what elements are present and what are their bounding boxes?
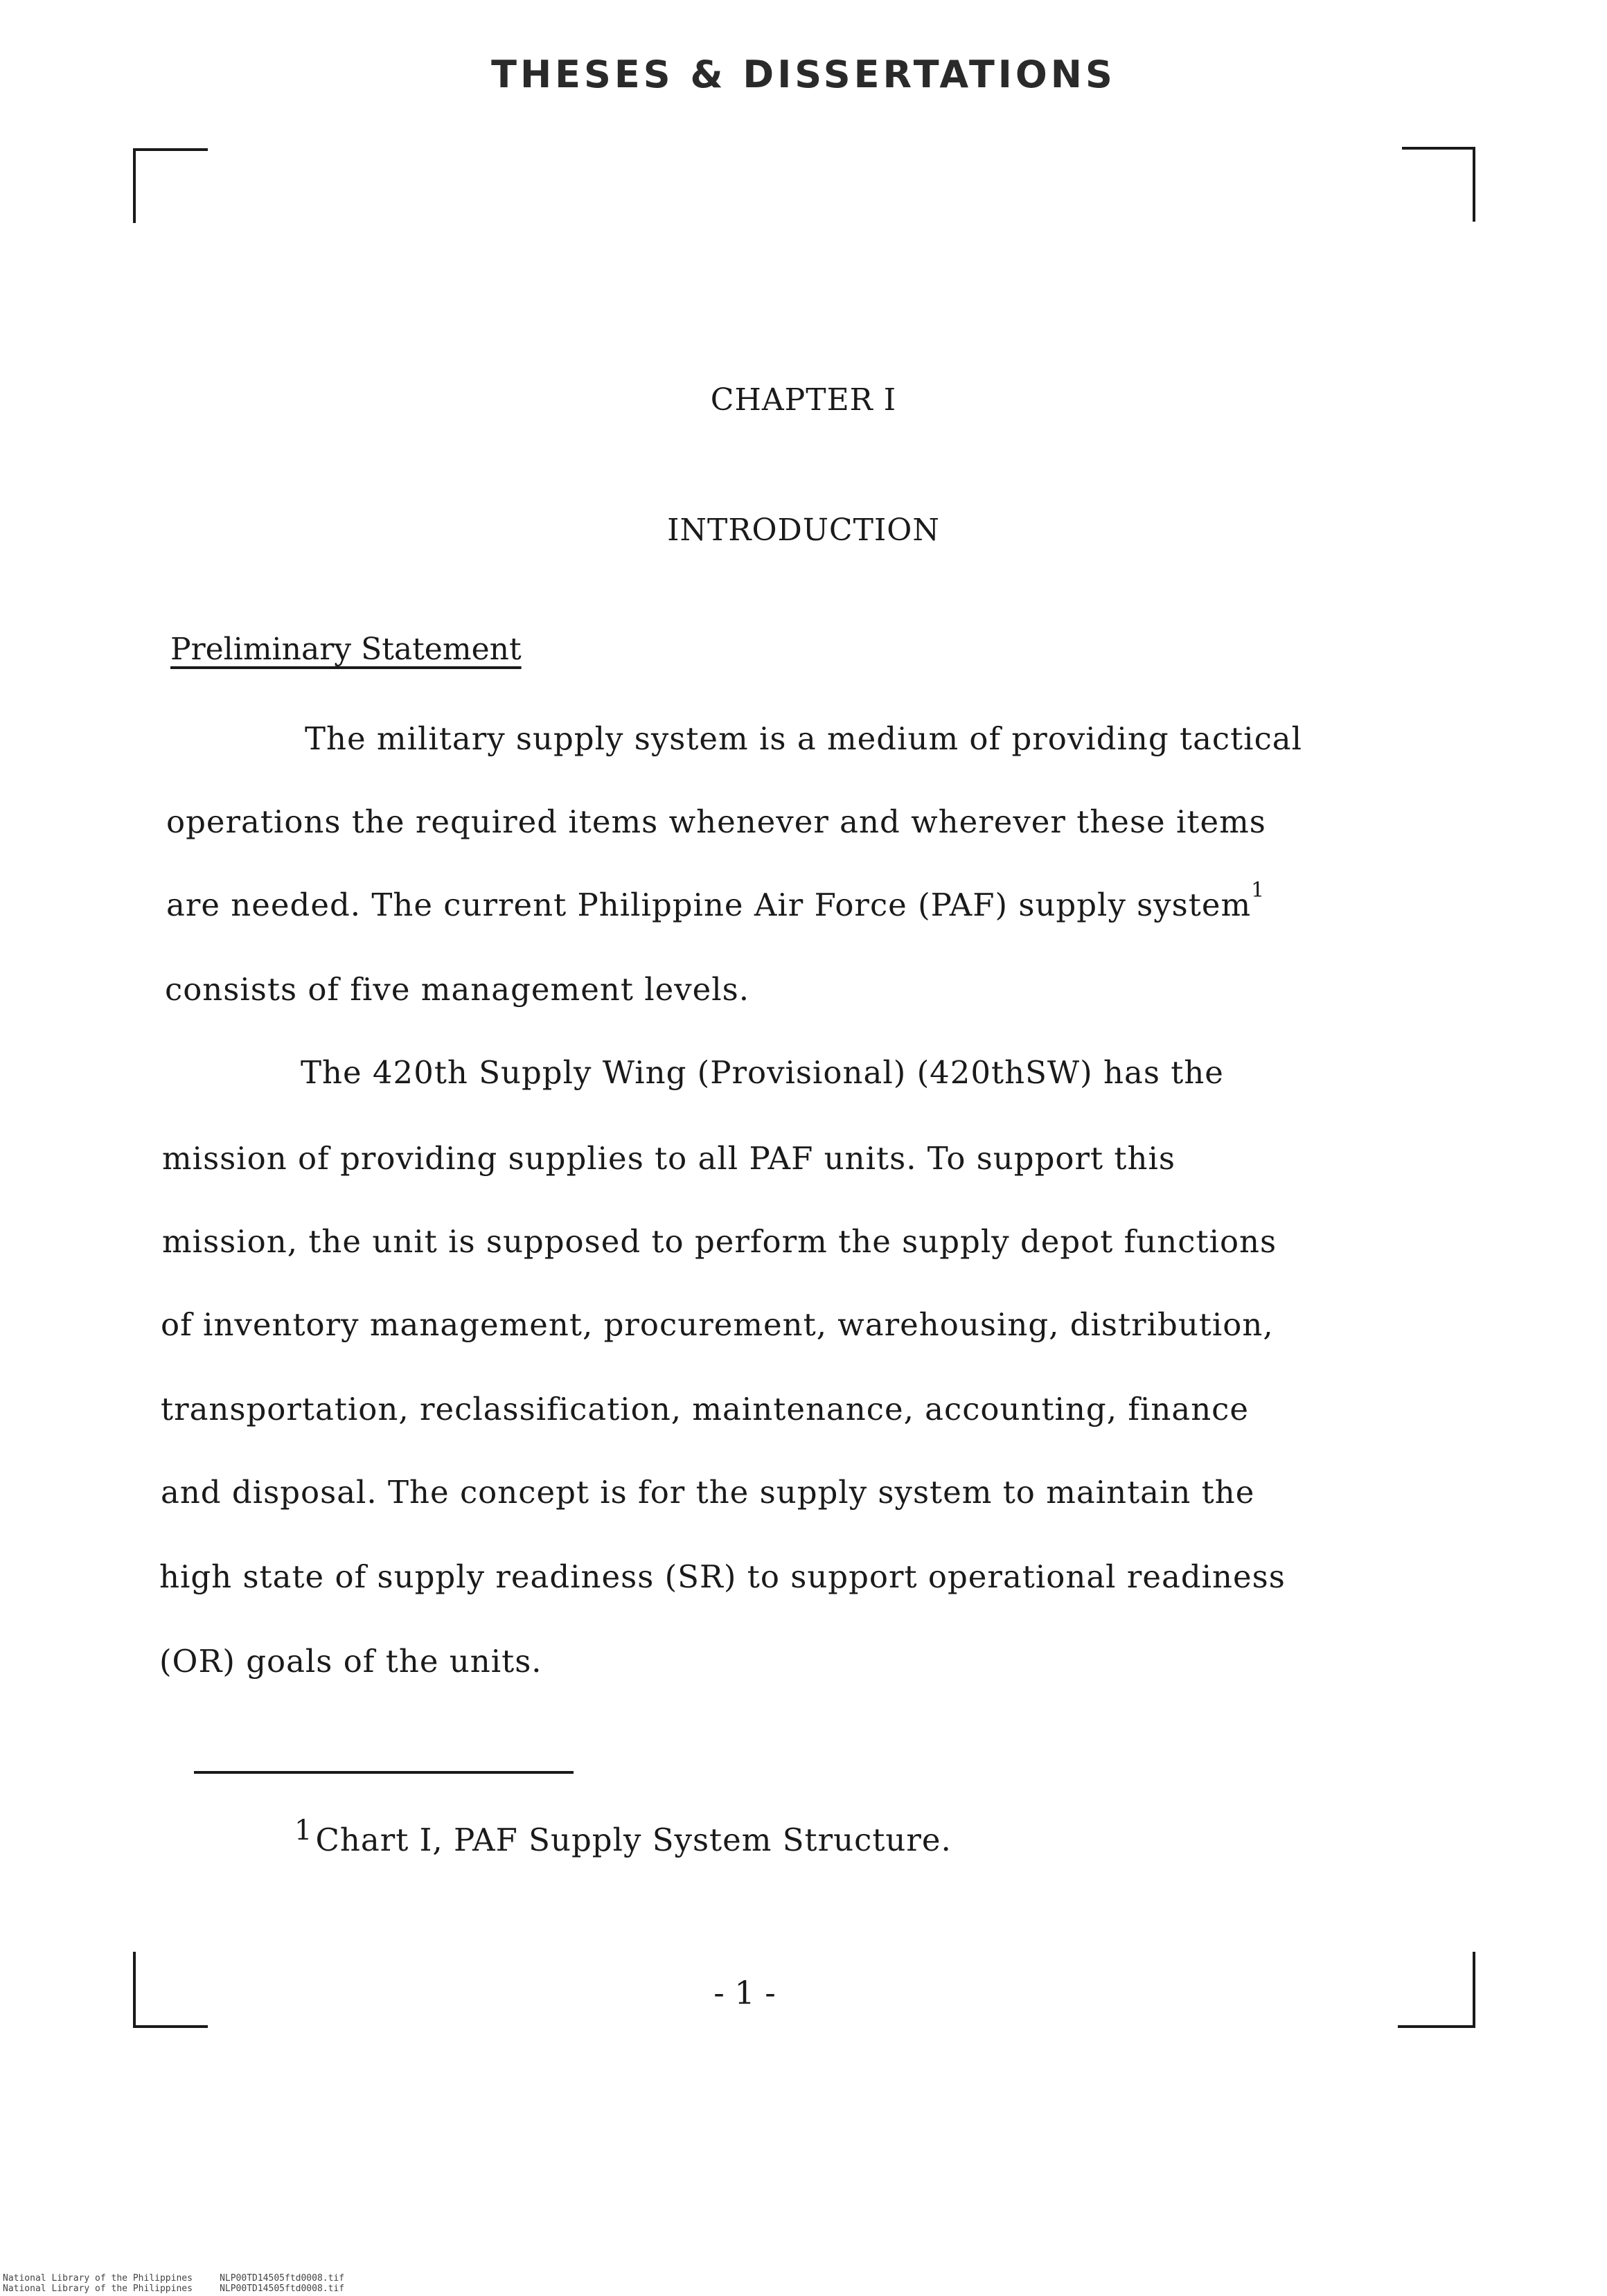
- text-line: and disposal. The concept is for the supply system to maintain the: [161, 1474, 1255, 1511]
- page-number: - 1 -: [713, 1974, 776, 2011]
- chapter-heading: CHAPTER I: [710, 382, 897, 418]
- text-line: The military supply system is a medium of providing tactical: [305, 720, 1302, 757]
- text-line-with-footnote: [166, 878, 1266, 923]
- footnote-reference: 1: [1251, 878, 1266, 902]
- chapter-title: INTRODUCTION: [667, 513, 940, 548]
- footnote-text: Chart I, PAF Supply System Structure.: [315, 1822, 952, 1858]
- text-line: The 420th Supply Wing (Provisional) (420thSW) has the: [301, 1054, 1224, 1091]
- section-title: Preliminary Statement: [170, 632, 522, 667]
- archive-stamp: THESES & DISSERTATIONS: [491, 53, 1116, 96]
- footnote-marker: 1: [294, 1815, 313, 1846]
- text-line: mission of providing supplies to all PAF units. To support this: [162, 1140, 1175, 1177]
- text-line: consists of five management levels.: [165, 971, 750, 1008]
- text-line: high state of supply readiness (SR) to support operational readiness: [159, 1558, 1286, 1595]
- text-line: transportation, reclassification, maintenance, accounting, finance: [161, 1391, 1250, 1427]
- archive-imprint-line: National Library of the Philippines NLP00TD14505ftd0008.tif: [3, 2273, 345, 2284]
- text-line: operations the required items whenever and wherever these items: [166, 803, 1266, 840]
- footnote-divider: [194, 1771, 574, 1774]
- text-line: of inventory management, procurement, warehousing, distribution,: [161, 1306, 1274, 1343]
- archive-imprint-line: National Library of the Philippines NLP00TD14505ftd0008.tif: [3, 2284, 345, 2294]
- text-line: (OR) goals of the units.: [159, 1643, 542, 1680]
- text-line: are needed. The current Philippine Air Force (PAF) supply system: [166, 887, 1252, 923]
- text-line: mission, the unit is supposed to perform the supply depot functions: [162, 1223, 1277, 1260]
- footnote: [294, 1815, 952, 1858]
